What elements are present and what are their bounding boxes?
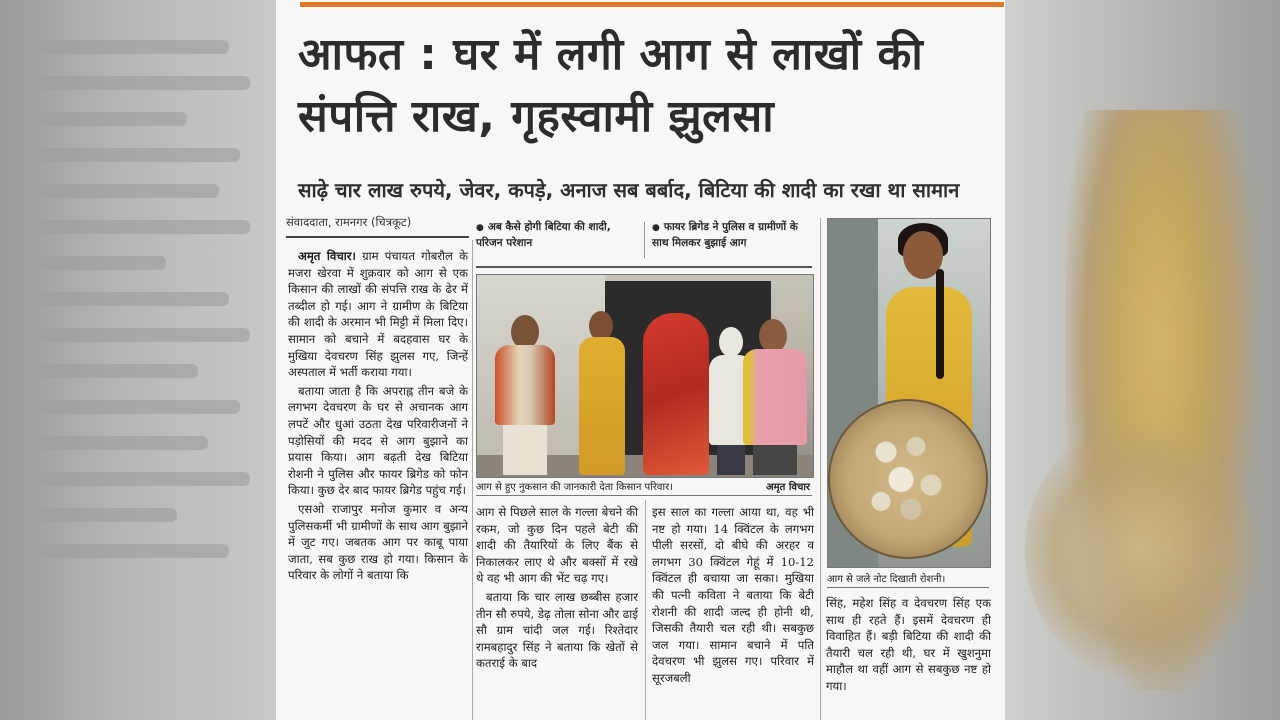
caption-rule — [827, 587, 989, 588]
subheadline: साढ़े चार लाख रुपये, जेवर, कपड़े, अनाज सब बर्बाद, बिटिया की शादी का रखा था सामान — [298, 178, 960, 202]
byline: संवाददाता, रामनगर (चित्रकूट) — [286, 215, 412, 229]
article-column-1 — [288, 248, 468, 718]
bullet-rule — [476, 266, 812, 268]
top-accent-rule — [300, 2, 1004, 7]
woman-in-red-saree — [643, 313, 709, 475]
blurred-background-right — [1005, 0, 1280, 720]
bullet-point: ● फायर ब्रिगेड ने पुलिस व ग्रामीणों के साथ मिलकर बुझाई आग — [652, 220, 810, 251]
column-divider — [472, 240, 473, 720]
girl-in-yellow — [577, 311, 627, 475]
burnt-notes — [856, 419, 956, 529]
photo-credit: अमृत विचार — [766, 482, 810, 493]
girl-with-basket-photo — [827, 218, 991, 568]
newspaper-clipping — [276, 0, 1005, 720]
paragraph: बताया कि चार लाख छब्बीस हजार तीन सौ रुपये, डेढ़ तोला सोना और ढाई सौ ग्राम चांदी जल गई। रिश्तेदार रामबहादुर सिंह ने बताया कि खेतों से कतराई के बाद — [476, 589, 638, 671]
paragraph: बताया जाता है कि अपराह्न तीन बजे के लगभग देवचरण के घर से अचानक आग लपटें और धुआं उठता देख परिवारीजनों ने पड़ोसियों की मदद से आग बुझाने का प्रयास किया। आग बढ़ती देख बिटिया रोशनी ने पुलिस और फायर ब्रिगेड को फोन किया। कुछ देर बाद फायर ब्रिगेड पहुंच गई। — [288, 383, 468, 498]
man-with-gamchha — [491, 315, 559, 475]
paragraph: सिंह, महेश सिंह व देवचरण सिंह एक साथ ही रहते हैं। इसमें देवचरण ही विवाहित हैं। बड़ी बिटिया की शादी की तैयारी चल रही थी, घर में खुशनुमा माहौल था वहीं आग से सबकुछ नष्ट हो गया। — [826, 596, 991, 693]
column-divider — [645, 500, 646, 720]
column-divider — [820, 218, 821, 720]
blurred-text-lines — [40, 40, 250, 580]
caption-rule — [476, 495, 812, 496]
headline: आफत : घर में लगी आग से लाखों की संपत्ति राख, गृहस्वामी झुलसा — [298, 29, 924, 142]
paragraph: आग से पिछले साल के गल्ला बेचने की रकम, जो कुछ दिन पहले बेटी की शादी की तैयारियों के लिए बैंक से निकालकर लाए थे और बक्सों में रखे थे वह भी आग की भेंट चढ़ गए। — [476, 505, 638, 586]
man-in-pink-shirt — [741, 319, 809, 475]
byline-rule — [286, 236, 469, 238]
photo-caption-2: आग से जले नोट दिखाती रोशनी। — [827, 574, 946, 585]
bullet-points — [476, 220, 812, 264]
bullet-point: ● अब कैसे होगी बिटिया की शादी, परिजन परेशान — [476, 220, 634, 251]
article-column-3 — [652, 504, 814, 720]
paragraph: ग्राम पंचायत गोबरौल के मजरा खेरवा में शुक्रवार को आग से एक किसान की लाखों की संपत्ति राख के ढेर में तब्दील हो गई। आग ने ग्रामीण के बिटिया की शादी के अरमान भी मिट्टी में मिला दिए। सामान को बचाने में बदहवास घर के मुखिया देवचरण सिंह झुलस गए, जिन्हें अस्पताल में भर्ती कराया गया। — [288, 249, 468, 380]
article-column-4 — [826, 595, 991, 720]
family-photo — [476, 274, 814, 478]
paragraph: इस साल का गल्ला आया था, वह भी नष्ट हो गया। 14 क्विंटल के लगभग पीली सरसों, दो बीघे की अरहर व लगभग 30 क्विंटल गेहूं में 10-12 क्विंटल ही बचाया जा सका। मुखिया की पत्नी कविता ने बताया कि बेटी रोशनी की शादी जल्द ही होनी थी, जिसकी तैयारी चल रही थी। सबकुछ जल गया। सामान बचाने में पति देवचरण भी झुलस गए। परिवार में सूरजबली — [652, 505, 814, 685]
paragraph: एसओ राजापुर मनोज कुमार व अन्य पुलिसकर्मी भी ग्रामीणों के साथ आग बुझाने में जुट गए। जबतक आग पर काबू पाया जाता, सब कुछ राख हो गया। किसान के परिवार के लोगों ने बताया कि — [288, 501, 468, 583]
caption-text: आग से हुए नुकसान की जानकारी देता किसान परिवार। — [476, 482, 673, 493]
blurred-photo-basket — [1025, 420, 1255, 680]
photo-caption-1 — [476, 479, 812, 493]
blurred-background-left — [0, 0, 276, 720]
article-column-2 — [476, 504, 638, 720]
bullet-divider — [644, 222, 645, 258]
lead-credit: अमृत विचार। — [298, 249, 356, 263]
